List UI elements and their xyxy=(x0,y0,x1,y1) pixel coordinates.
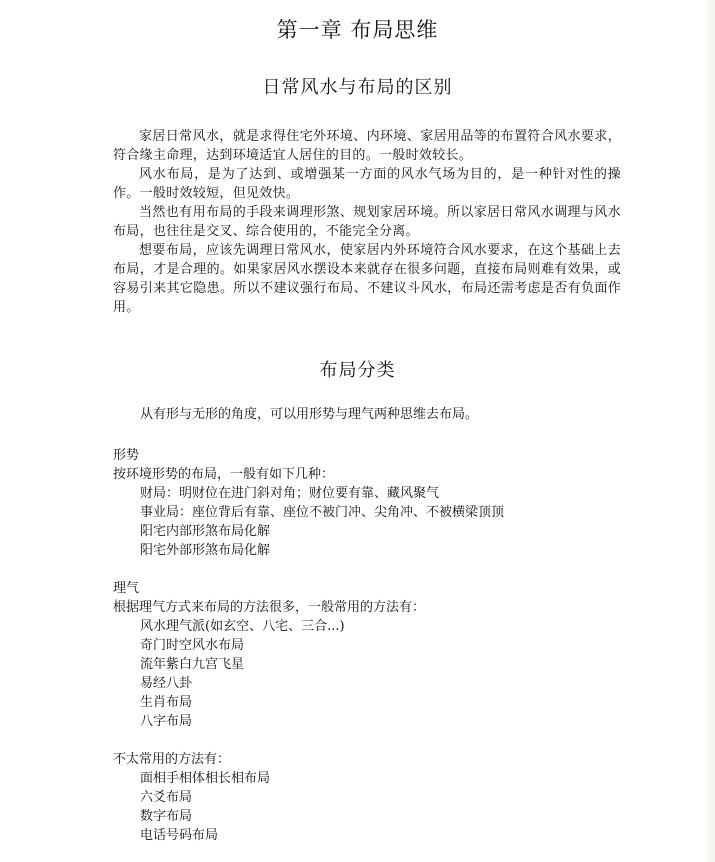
list-item: 易经八卦 xyxy=(140,676,193,691)
section-title-classification: 布局分类 xyxy=(319,360,396,381)
classification-intro: 从有形与无形的角度，可以用形势与理气两种思维去布局。 xyxy=(140,407,479,422)
paragraph-daily-fengshui: 家居日常风水，就是求得住宅外环境、内环境、家居用品等的布置符合风水要求，符合缘主命理，达到环境适宜人居住的目的。一般时效较长。 xyxy=(113,129,621,163)
list-item: 流年紫白九宫飞星 xyxy=(140,657,245,672)
list-item: 奇门时空风水布局 xyxy=(140,638,245,653)
list-item: 生肖布局 xyxy=(140,695,193,710)
paragraph-layout-advice: 想要布局，应该先调理日常风水，使家居内外环境符合风水要求，在这个基础上去布局，才是合理的。如果家居风水摆设本来就存在很多问题，直接布局则难有效果，或容易引来其它隐患。所以不建议强行布局、不建议斗风水，布局还需考虑是否有负面作用。 xyxy=(113,243,621,315)
section-title-difference: 日常风水与布局的区别 xyxy=(262,77,453,98)
list-item: 阳宅内部形煞布局化解 xyxy=(140,524,271,539)
list-item: 风水理气派(如玄空、八宅、三合...) xyxy=(140,619,345,634)
list-item: 财局：明财位在进门斜对角；财位要有靠、藏风聚气 xyxy=(140,486,440,501)
list-item: 八字布局 xyxy=(140,714,193,729)
list-item: 面相手相体相长相布局 xyxy=(140,771,271,786)
heading-xingshi: 形势 xyxy=(113,448,140,463)
list-item: 六爻布局 xyxy=(140,790,193,805)
list-item: 电话号码布局 xyxy=(140,828,219,843)
xingshi-lead: 按环境形势的布局，一般有如下几种： xyxy=(113,467,335,482)
liqi-lead: 根据理气方式来布局的方法很多，一般常用的方法有： xyxy=(113,600,426,615)
chapter-title: 第一章 布局思维 xyxy=(276,18,439,42)
list-item: 事业局：座位背后有靠、座位不被门冲、尖角冲、不被横梁顶顶 xyxy=(140,505,505,520)
list-item: 阳宅外部形煞布局化解 xyxy=(140,543,271,558)
heading-liqi: 理气 xyxy=(113,581,140,596)
uncommon-lead: 不太常用的方法有： xyxy=(113,752,231,767)
page-edge-shade xyxy=(703,0,715,862)
paragraph-fengshui-layout: 风水布局，是为了达到、或增强某一方面的风水气场为目的，是一种针对性的操作。一般时效较短，但见效快。 xyxy=(113,167,621,201)
paragraph-combined-use: 当然也有用布局的手段来调理形煞、规划家居环境。所以家居日常风水调理与风水布局，也往往是交叉、综合使用的，不能完全分离。 xyxy=(113,205,621,239)
list-item: 数字布局 xyxy=(140,809,193,824)
